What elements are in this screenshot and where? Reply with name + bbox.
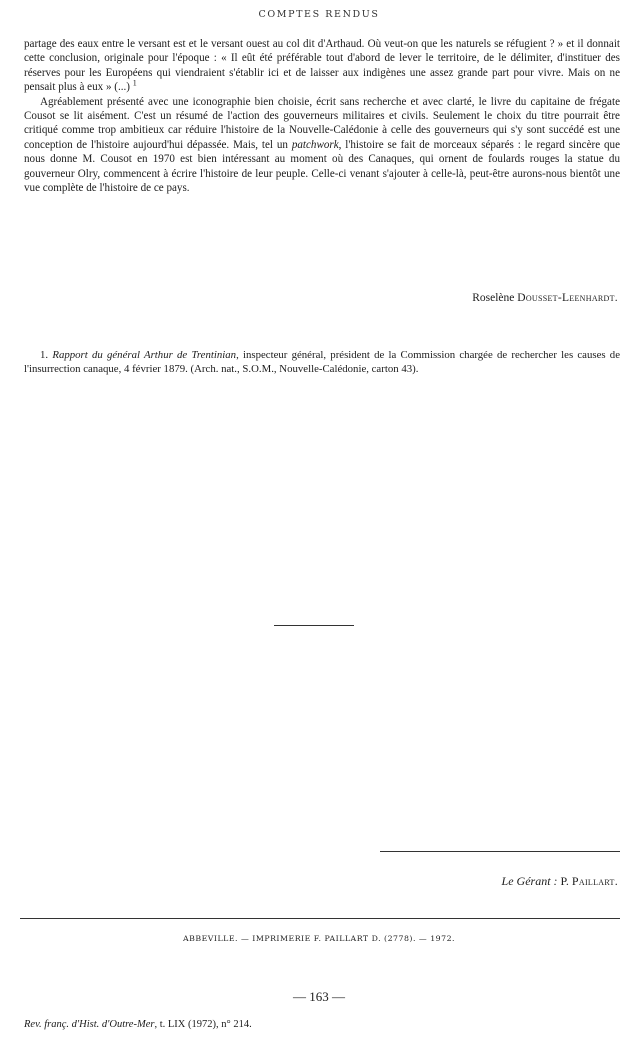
gerant-label: Le Gérant : xyxy=(501,874,558,888)
journal-details: , t. LIX (1972), n° 214. xyxy=(154,1019,252,1030)
footnote-reference: 1 xyxy=(132,78,137,88)
imprint-rule xyxy=(20,918,620,919)
footnote-text: , inspecteur général, président de la Commission chargée de rechercher les causes de l'insurrection canaque, 4 février 1879. (Arch. nat., S.O.M., Nouvelle-Calédonie, carton 43). xyxy=(24,349,620,375)
paragraph-2 xyxy=(24,95,620,196)
page-number: — 163 — xyxy=(293,989,345,1004)
author-last-name: Dousset-Leenhardt. xyxy=(517,292,618,304)
paragraph-1-text: partage des eaux entre le versant est et le versant ouest au col dit d'Arthaud. Où veut-on que les naturels se réfugient ? » et il donnait cette conclusion, originale pour l'époque : « Il eût été préférable tout d'abord de lever le territoire, de le délimiter, d'instituer des réserves pour les Européens qui viendraient s'établir ici et de laisser aux indigènes une assez grande part pour vivre. Mais on ne pensait plus à eux » (...) xyxy=(24,38,620,94)
paragraph-2-text-a: Agréablement présenté avec une iconographie bien choisie, écrit sans recherche et avec clarté, le livre du capitaine de frégate Cousot se lit aisément. C'est un résumé de l'action des gouverneurs militaires et civils. Seulement le choix du titre pourrait être critiqué comme trop ambitieux car réduire l'histoire de la Nouvelle-Calédonie à celle des gouverneurs qui s'y sont succédé est une conception de l'histoire aujourd'hui dépassée. Mais, tel un xyxy=(24,95,620,151)
paragraph-1 xyxy=(24,37,620,95)
paragraph-2-text-b: , l'histoire se fait de morceaux séparés : le regard sincère que nous donne M. Cousot en 1970 est bien intéressant au moment où des Canaques, qui ornent de foulards rouges la statue du gouverneur Olry, commencent à écrire l'histoire de leur peuple. Celle-ci venant s'ajouter à celle-là, peut-être aurons-nous bientôt une vue complète de l'histoire de ce pays. xyxy=(24,138,620,195)
journal-citation xyxy=(24,1019,252,1030)
paragraph-2-emphasis: patchwork xyxy=(291,138,339,151)
author-signature xyxy=(472,292,618,304)
gerant-initial: P. xyxy=(560,874,569,888)
section-divider xyxy=(274,625,354,626)
footnote xyxy=(24,348,620,376)
review-body xyxy=(24,37,620,195)
footnote-title: Rapport du général Arthur de Trentinian xyxy=(52,349,237,361)
journal-title: Rev. franç. d'Hist. d'Outre-Mer xyxy=(24,1019,155,1030)
gerant-rule xyxy=(380,851,620,852)
printer-imprint: ABBEVILLE. — IMPRIMERIE F. PAILLART D. (2778). — 1972. xyxy=(182,934,456,943)
gerant-line xyxy=(502,874,618,889)
footnote-number: 1. xyxy=(40,349,49,361)
running-head: COMPTES RENDUS xyxy=(258,9,380,20)
gerant-name: Paillart. xyxy=(571,874,618,888)
author-first-name: Roselène xyxy=(472,292,515,304)
